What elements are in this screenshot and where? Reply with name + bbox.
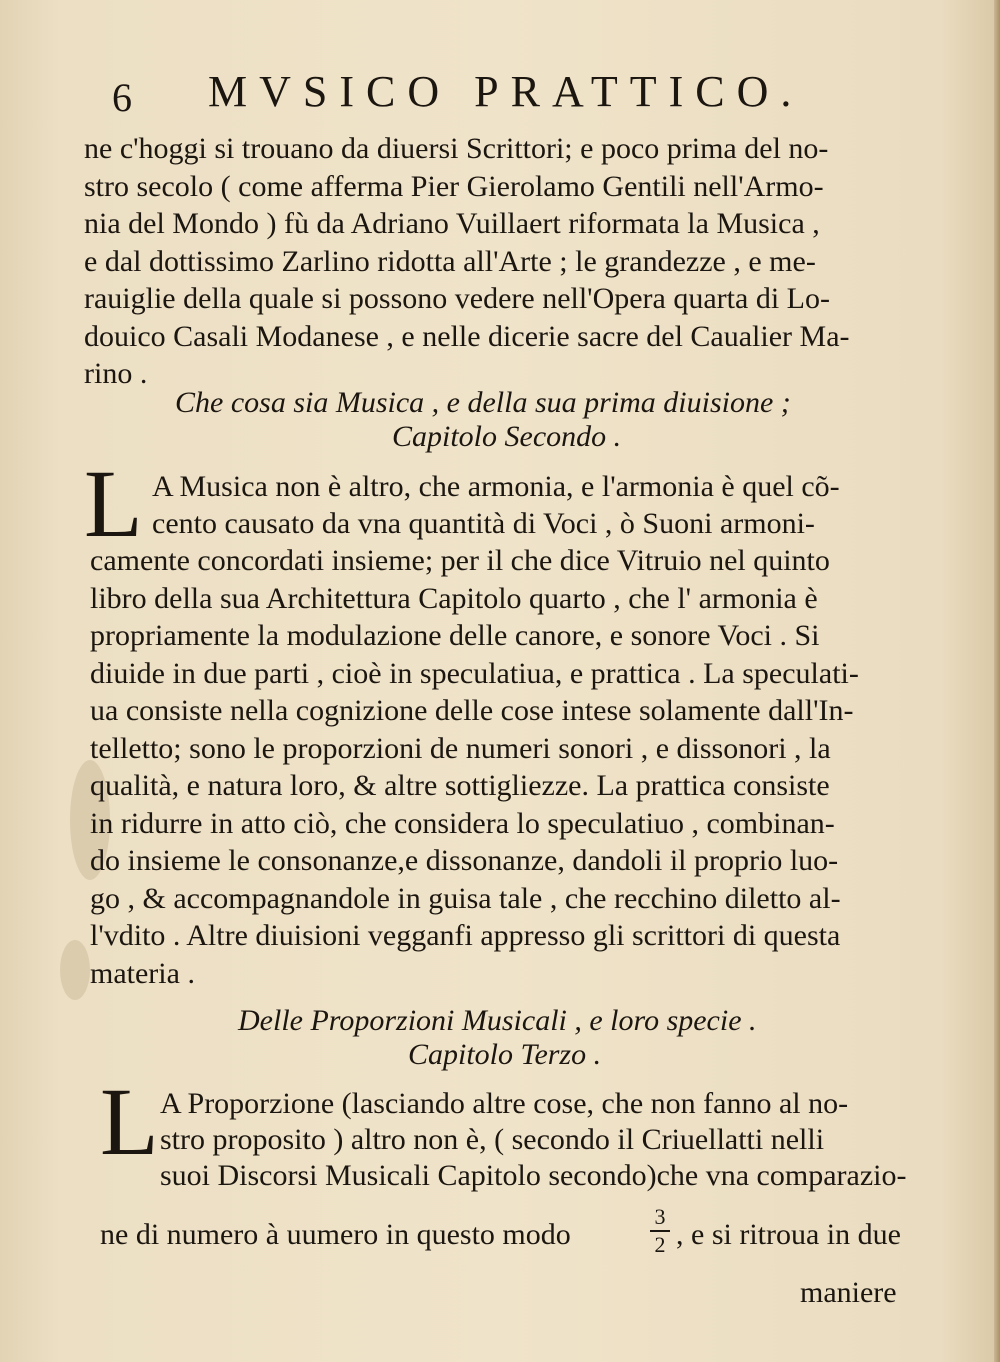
text-line: propriamente la modulazione delle canore, e sonore Voci . Si: [90, 619, 820, 652]
text-line: diuide in due parti , cioè in speculatiua, e prattica . La speculati-: [90, 656, 859, 690]
intro-paragraph: [84, 130, 964, 393]
text-line: telletto; sono le proporzioni de numeri sonori , e dissonori , la: [90, 731, 831, 765]
text-line: go , & accompagnandole in guisa tale , che recchino diletto al-: [90, 881, 841, 915]
text-line-with-fraction: [100, 1218, 571, 1252]
text-line: libro della sua Architettura Capitolo quarto , che l' armonia è: [90, 581, 818, 615]
text-line: ne c'hoggi si trouano da diuersi Scrittori; e poco prima del no-: [84, 132, 829, 165]
paper-stain: [60, 940, 90, 1000]
text-segment: , e si ritroua in due: [676, 1218, 901, 1251]
text-line: nia del Mondo ) fù da Adriano Vuillaert riformata la Musica ,: [84, 207, 820, 240]
text-line: l'vdito . Altre diuisioni vegganfi appresso gli scrittori di questa: [90, 919, 841, 952]
text-line: rino .: [84, 357, 148, 390]
text-line: ua consiste nella cognizione delle cose intese solamente dall'In-: [90, 694, 854, 727]
page-header: [112, 66, 852, 126]
text-segment-end: [676, 1218, 901, 1252]
text-line: materia .: [90, 956, 195, 990]
text-line: suoi Discorsi Musicali Capitolo secondo)che vna comparazio-: [160, 1159, 907, 1192]
text-line: stro proposito ) altro non è, ( secondo il Criuellatti nelli: [160, 1123, 825, 1156]
chapter-title: Che cosa sia Musica , e della sua prima diuisione ;: [175, 386, 791, 419]
text-line: cento causato da vna quantità di Voci , ò Suoni armoni-: [152, 507, 815, 540]
drop-capital: L: [100, 1068, 159, 1175]
text-line: qualità, e natura loro, & altre sottigliezze. La prattica consiste: [90, 769, 830, 802]
chapter-subtitle: Capitolo Secondo .: [392, 420, 622, 453]
page-edge-shadow: [994, 0, 1000, 1362]
text-line: in ridurre in atto ciò, che considera lo speculatiuo , combinan-: [90, 806, 835, 840]
text-line: do insieme le consonanze,e dissonanze, dandoli il proprio luo-: [90, 844, 839, 877]
drop-capital: L: [84, 450, 143, 557]
text-line: rauiglie della quale si possono vedere nell'Opera quarta di Lo-: [84, 282, 830, 315]
text-line: camente concordati insieme; per il che dice Vitruio nel quinto: [90, 544, 830, 577]
chapter-paragraph: [90, 542, 970, 992]
text-line: A Proporzione (lasciando altre cose, che non fanno al no-: [160, 1087, 849, 1120]
running-head: MVSICO PRATTICO.: [208, 67, 804, 116]
fraction-denominator: 2: [654, 1232, 666, 1257]
chapter-subtitle: Capitolo Terzo .: [408, 1038, 602, 1071]
page-number: 6: [112, 75, 132, 120]
ratio-fraction: [648, 1206, 672, 1256]
chapter-paragraph-opening: [152, 468, 840, 542]
text-segment: ne di numero à uumero in questo modo: [100, 1218, 571, 1251]
chapter-paragraph-opening: [160, 1086, 906, 1194]
text-line: A Musica non è altro, che armonia, e l'armonia è quel cõ-: [152, 470, 840, 503]
fraction-numerator: 3: [654, 1204, 666, 1229]
text-line: stro secolo ( come afferma Pier Gierolamo Gentili nell'Armo-: [84, 169, 824, 203]
catchword: maniere: [800, 1276, 897, 1309]
text-line: e dal dottissimo Zarlino ridotta all'Arte ; le grandezze , e me-: [84, 244, 816, 278]
text-line: douico Casali Modanese , e nelle dicerie sacre del Caualier Ma-: [84, 319, 850, 353]
chapter-title: Delle Proporzioni Musicali , e loro specie .: [238, 1004, 757, 1037]
